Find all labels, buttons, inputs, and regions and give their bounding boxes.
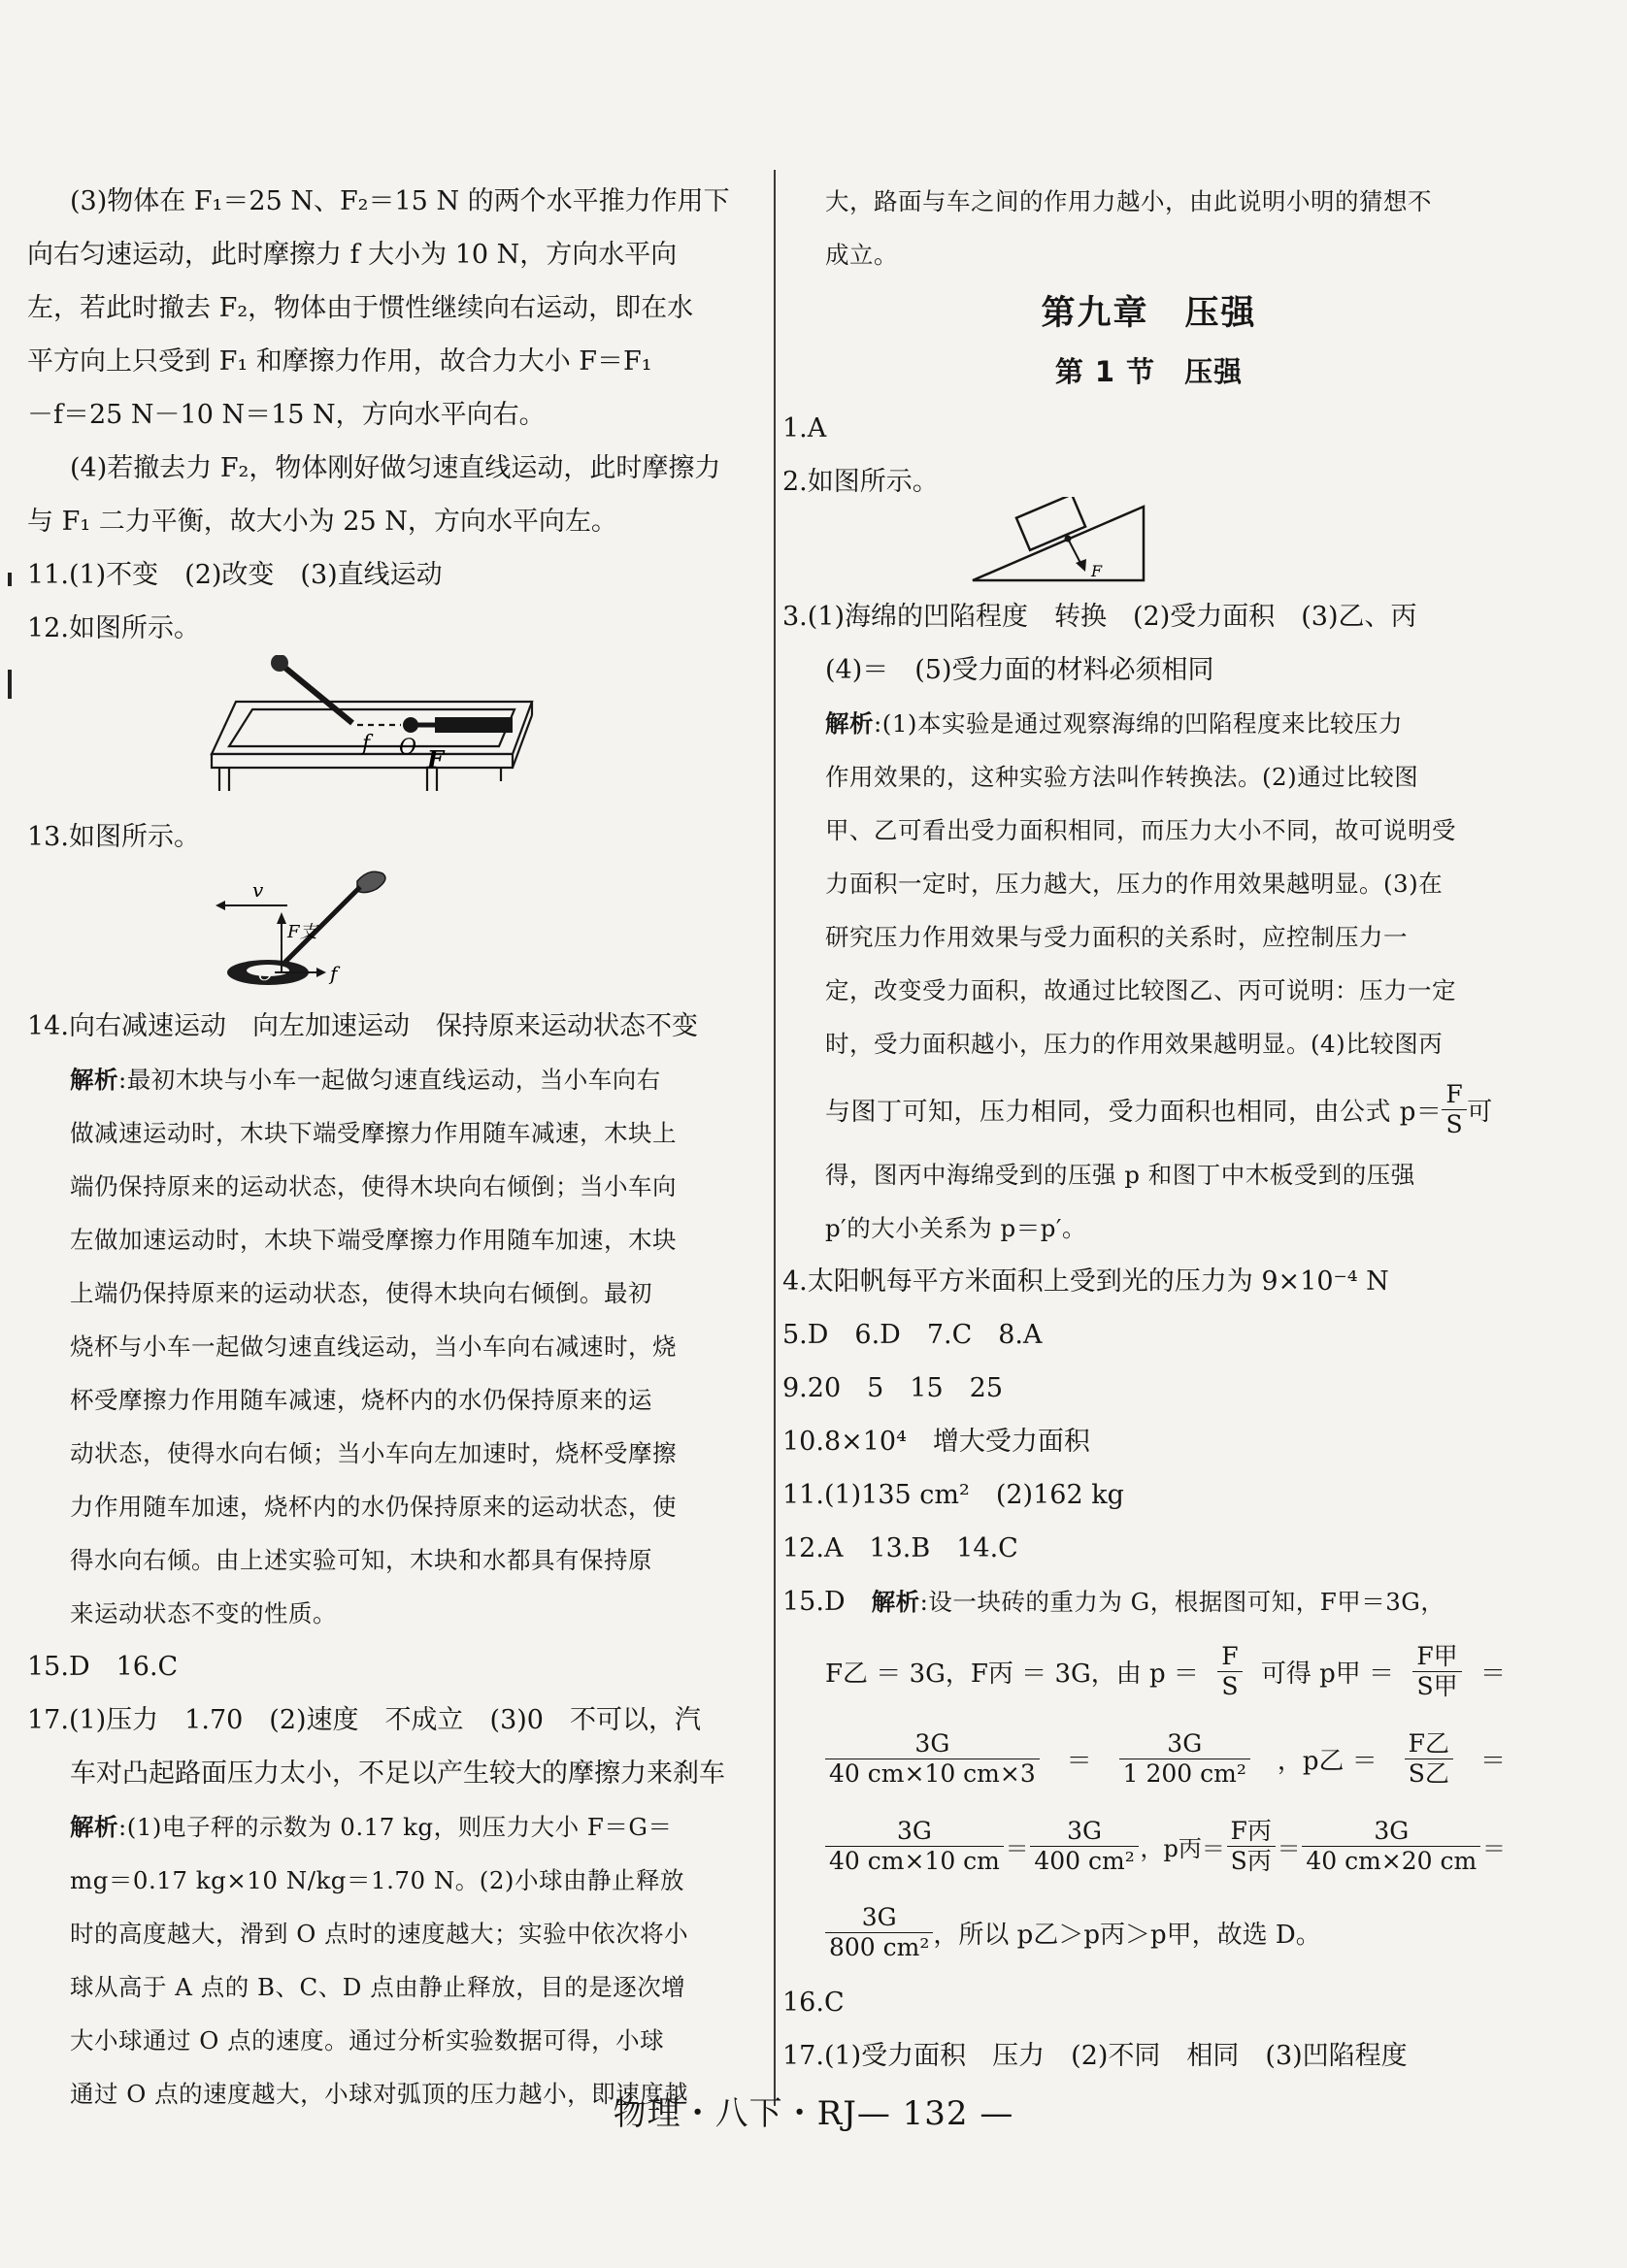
analysis-line: 作用效果的，这种实验方法叫作转换法。(2)通过比较图 <box>825 763 1419 791</box>
answer-q9: 9.20 5 15 25 <box>782 1373 1004 1403</box>
fraction: $\frac{F}{S}$ <box>1442 1080 1467 1139</box>
analysis-line: 时的高度越大，滑到 O 点时的速度越大；实验中依次将小 <box>70 1920 689 1948</box>
fraction: $\frac{\text{F丙}}{\text{S丙}}$ <box>1227 1817 1276 1876</box>
analysis-line: 力面积一定时，压力越大，压力的作用效果越明显。(3)在 <box>825 870 1444 898</box>
answer-q3: 3.(1)海绵的凹陷程度 转换 (2)受力面积 (3)乙、丙 <box>782 602 1417 632</box>
answer-q1: 1.A <box>782 413 827 444</box>
analysis-text: :(1)电子秤的示数为 0.17 kg，则压力大小 F＝G＝ <box>118 1813 673 1841</box>
analysis-line <box>27 1800 757 1854</box>
analysis-text: :(1)本实验是通过观察海绵的凹陷程度来比较压力 <box>874 709 1403 738</box>
answer-q15-16: 15.D 16.C <box>27 1652 179 1682</box>
chapter-title: 第九章 压强 <box>1041 294 1257 333</box>
right-column <box>782 175 1515 2083</box>
answer-q12: 12.如图所示。 <box>27 613 200 643</box>
answer-line: 向右匀速运动，此时摩擦力 f 大小为 10 N，方向水平向 <box>27 240 678 270</box>
analysis-line: 大小球通过 O 点的速度。通过分析实验数据可得，小球 <box>70 2026 665 2054</box>
answer-q12-14: 12.A 13.B 14.C <box>782 1533 1018 1563</box>
tray-figure <box>27 655 757 801</box>
answer-line: (3)物体在 F₁＝25 N、F₂＝15 N 的两个水平推力作用下 <box>70 186 730 216</box>
label-o: O <box>399 736 417 760</box>
answer-q13: 13.如图所示。 <box>27 822 200 852</box>
analysis-label: 解析 <box>825 709 874 738</box>
analysis-line: 通过 O 点的速度越大，小球对弧顶的压力越小，即速度越 <box>70 2080 689 2108</box>
margin-mark <box>8 670 12 699</box>
answer-q11: 11.(1)不变 (2)改变 (3)直线运动 <box>27 560 443 590</box>
hand-icon <box>357 871 385 892</box>
analysis-text: 与图丁可知，压力相同，受力面积也相同，由公式 p＝ <box>825 1097 1443 1127</box>
analysis-line: 烧杯与小车一起做匀速直线运动，当小车向右减速时，烧 <box>70 1332 677 1361</box>
figure-q2 <box>782 497 1515 584</box>
analysis-line: 做减速运动时，木块下端受摩擦力作用随车减速，木块上 <box>70 1119 677 1147</box>
analysis-line: 动状态，使得水向右倾；当小车向左加速时，烧杯受摩擦 <box>70 1439 677 1467</box>
answer-q5-8: 5.D 6.D 7.C 8.A <box>782 1320 1043 1350</box>
analysis-line: 力作用随车加速，烧杯内的水仍保持原来的运动状态，使 <box>70 1493 677 1521</box>
label-v: v <box>252 878 264 902</box>
answer-line: (4)若撤去力 F₂，物体刚好做匀速直线运动，此时摩擦力 <box>70 453 721 483</box>
math-line: $\frac{3G}{40 cm\times 10 cm\times 3}$ ＝ $\frac{3G}{\text{1 200 cm²}}$ ，p乙 ＝ $\frac{\text{F乙}}{\text{S乙}}$ ＝ <box>782 1714 1515 1803</box>
analysis-line: 端仍保持原来的运动状态，使得木块向右倾倒；当小车向 <box>70 1172 677 1200</box>
block-icon <box>1016 497 1085 550</box>
fraction: $\frac{3G}{\text{400 cm²}}$ <box>1030 1817 1138 1876</box>
label-F: F <box>1091 562 1103 580</box>
label-f-support: F支 <box>287 922 317 942</box>
analysis-label: 解析 <box>70 1813 118 1841</box>
analysis-line: 大，路面与车之间的作用力越小，由此说明小明的猜想不 <box>825 187 1432 215</box>
analysis-text: :设一块砖的重力为 G，根据图可知，F甲＝3G， <box>919 1588 1445 1616</box>
answer-line: 与 F₁ 二力平衡，故大小为 25 N，方向水平向左。 <box>27 507 617 537</box>
analysis-label: 解析 <box>70 1066 118 1094</box>
answer-q14: 14.向右减速运动 向左加速运动 保持原来运动状态不变 <box>27 1011 698 1041</box>
answer-q15: 15.D 解析:设一块砖的重力为 G，根据图可知，F甲＝3G， <box>782 1587 1445 1617</box>
figure-q13 <box>27 864 757 990</box>
math-line: F乙 ＝ 3G，F丙 ＝ 3G，由 p ＝ $\frac{F}{S}$ 可得 p甲 ＝ $\frac{\text{F甲}}{\text{S甲}}$ ＝ <box>825 1641 1506 1700</box>
analysis-line: 得，图丙中海绵受到的压强 p 和图丁中木板受到的压强 <box>825 1161 1415 1189</box>
label-f: f <box>362 732 371 756</box>
fraction: $\frac{3G}{40 cm\times 20 cm}$ <box>1302 1817 1480 1876</box>
analysis-line: 杯受摩擦力作用随车减速，烧杯内的水仍保持原来的运 <box>70 1386 652 1414</box>
figure-q12 <box>27 655 757 801</box>
left-column <box>27 175 757 2120</box>
analysis-line: 得水向右倾。由上述实验可知，木块和水都具有保持原 <box>70 1546 652 1574</box>
answer-line: －f＝25 N－10 N＝15 N，方向水平向右。 <box>27 400 546 430</box>
analysis-line: p′的大小关系为 p＝p′。 <box>825 1214 1086 1242</box>
analysis-formula-line <box>782 1070 1515 1148</box>
answer-line: 左，若此时撤去 F₂，物体由于惯性继续向右运动，即在水 <box>27 293 694 323</box>
analysis-text: 可 <box>1467 1097 1493 1127</box>
analysis-line <box>782 697 1515 750</box>
analysis-text: :最初木块与小车一起做匀速直线运动，当小车向右 <box>118 1066 661 1094</box>
answer-q17: 17.(1)受力面积 压力 (2)不同 相同 (3)凹陷程度 <box>782 2041 1408 2071</box>
answer-q11: 11.(1)135 cm² (2)162 kg <box>782 1480 1124 1510</box>
label-o: O <box>258 965 273 985</box>
answer-q4: 4.太阳帆每平方米面积上受到光的压力为 9×10⁻⁴ N <box>782 1266 1389 1297</box>
analysis-line: 甲、乙可看出受力面积相同，而压力大小不同，故可说明受 <box>825 816 1456 844</box>
math-line: $\frac{3G}{\text{800 cm²}}$ ，所以 p乙＞p丙＞p甲，故选 D。 <box>782 1889 1515 1976</box>
answer-q17: 17.(1)压力 1.70 (2)速度 不成立 (3)0 不可以，汽 <box>27 1705 701 1735</box>
analysis-line: 球从高于 A 点的 B、C、D 点由静止释放，目的是逐次增 <box>70 1973 686 2001</box>
analysis-line: 时，受力面积越小，压力的作用效果越明显。(4)比较图丙 <box>825 1030 1444 1058</box>
label-F: F <box>427 745 445 773</box>
fraction: $\frac{3G}{\text{1 200 cm²}}$ <box>1119 1729 1250 1789</box>
answer-q10: 10.8×10⁴ 增大受力面积 <box>782 1427 1090 1457</box>
analysis-line: 来运动状态不变的性质。 <box>70 1599 337 1627</box>
fraction: $\frac{\text{F甲}}{\text{S甲}}$ <box>1412 1642 1461 1701</box>
answer-q16: 16.C <box>782 1988 845 2018</box>
analysis-line: 上端仍保持原来的运动状态，使得木块向右倾倒。最初 <box>70 1279 652 1307</box>
fraction: $\frac{\text{F乙}}{\text{S乙}}$ <box>1405 1729 1453 1789</box>
section-title: 第 1 节 压强 <box>1054 355 1244 388</box>
fraction: $\frac{3G}{40 cm\times 10 cm}$ <box>825 1817 1004 1876</box>
column-divider <box>774 170 776 2106</box>
incline-figure <box>782 497 1515 584</box>
margin-mark <box>8 573 12 586</box>
analysis-line: 左做加速运动时，木块下端受摩擦力作用随车加速，木块 <box>70 1226 677 1254</box>
answer-line: 平方向上只受到 F₁ 和摩擦力作用，故合力大小 F＝F₁ <box>27 346 652 377</box>
analysis-line: 成立。 <box>825 241 898 269</box>
analysis-line: 定，改变受力面积，故通过比较图乙、丙可说明：压力一定 <box>825 976 1456 1004</box>
fraction: $\frac{3G}{\text{800 cm²}}$ <box>825 1903 933 1962</box>
analysis-line: 研究压力作用效果与受力面积的关系时，应控制压力一 <box>825 923 1408 951</box>
fraction: $\frac{F}{S}$ <box>1217 1642 1242 1701</box>
analysis-line <box>27 1053 757 1106</box>
analysis-label: 解析 <box>871 1588 920 1616</box>
label-f: f <box>330 962 338 985</box>
answer-q17: 车对凸起路面压力太小，不足以产生较大的摩擦力来刹车 <box>70 1759 725 1789</box>
answer-q3: (4)＝ (5)受力面的材料必须相同 <box>825 655 1214 685</box>
page-footer: 物理・八下・RJ— 132 — <box>613 2094 1014 2133</box>
fraction: $\frac{3G}{40 cm\times 10 cm\times 3}$ <box>825 1729 1040 1789</box>
analysis-line: mg＝0.17 kg×10 N/kg＝1.70 N。(2)小球由静止释放 <box>70 1866 684 1894</box>
wheel-figure <box>27 864 757 990</box>
answer-q2: 2.如图所示。 <box>782 467 939 497</box>
math-line: $\frac{3G}{40 cm\times 10 cm}$ ＝ $\frac{3G}{\text{400 cm²}}$ ，p丙＝ $\frac{\text{F丙}}{\text{S丙}}$ ＝ $\frac{3G}{40 cm\times 20 cm}$ ＝ <box>782 1803 1515 1889</box>
